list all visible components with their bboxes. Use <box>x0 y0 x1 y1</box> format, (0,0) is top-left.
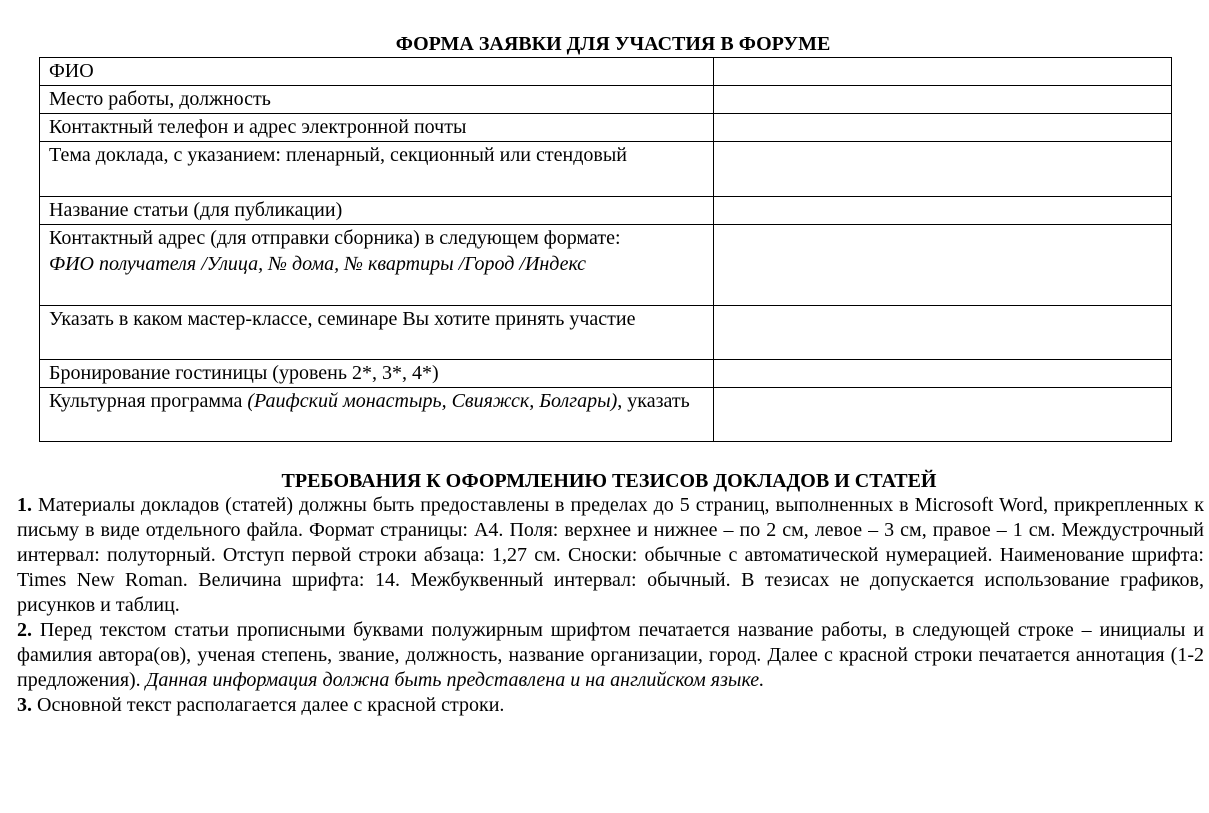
table-row <box>40 197 1172 225</box>
requirement-item <box>17 493 1204 618</box>
cultural-program-label-text: Культурная программа <box>49 390 248 412</box>
cultural-program-label-tail: , указать <box>617 390 690 412</box>
requirements-list <box>17 493 1204 718</box>
field-value-article-title[interactable] <box>714 197 1172 225</box>
field-value-mailing-address[interactable] <box>714 225 1172 306</box>
field-label-cultural-program <box>40 388 714 442</box>
field-label-article-title: Название статьи (для публикации) <box>40 197 714 225</box>
table-row <box>40 86 1172 114</box>
field-label-mailing-address <box>40 225 714 306</box>
requirements-title: ТРЕБОВАНИЯ К ОФОРМЛЕНИЮ ТЕЗИСОВ ДОКЛАДОВ И СТАТЕЙ <box>281 470 937 492</box>
table-row <box>40 114 1172 142</box>
cultural-program-options: (Раифский монастырь, Свияжск, Болгары) <box>247 390 618 412</box>
field-value-workplace[interactable] <box>714 86 1172 114</box>
table-row <box>40 58 1172 86</box>
field-value-fio[interactable] <box>714 58 1172 86</box>
field-value-hotel[interactable] <box>714 360 1172 388</box>
field-label-fio: ФИО <box>40 58 714 86</box>
requirement-number: 1. <box>17 494 32 516</box>
field-value-report-topic[interactable] <box>714 142 1172 197</box>
field-value-cultural-program[interactable] <box>714 388 1172 442</box>
requirement-note: Данная информация должна быть представлена и на английском языке. <box>145 669 765 691</box>
requirement-number: 2. <box>17 619 32 641</box>
field-label-contacts: Контактный телефон и адрес электронной почты <box>40 114 714 142</box>
field-value-master-class[interactable] <box>714 306 1172 360</box>
table-row <box>40 360 1172 388</box>
table-row <box>40 388 1172 442</box>
form-title: ФОРМА ЗАЯВКИ ДЛЯ УЧАСТИЯ В ФОРУМЕ <box>395 33 831 55</box>
field-label-hotel: Бронирование гостиницы (уровень 2*, 3*, 4*) <box>40 360 714 388</box>
field-value-contacts[interactable] <box>714 114 1172 142</box>
requirement-item <box>17 693 1204 718</box>
requirement-text: Основной текст располагается далее с красной строки. <box>32 694 505 716</box>
application-form-table <box>39 57 1172 442</box>
requirement-item <box>17 618 1204 693</box>
field-label-workplace: Место работы, должность <box>40 86 714 114</box>
field-label-report-topic: Тема доклада, с указанием: пленарный, секционный или стендовый <box>40 142 714 197</box>
mailing-address-label-text: Контактный адрес (для отправки сборника) в следующем формате: <box>49 227 621 249</box>
field-label-master-class: Указать в каком мастер-классе, семинаре Вы хотите принять участие <box>40 306 714 360</box>
table-row <box>40 306 1172 360</box>
table-row <box>40 142 1172 197</box>
mailing-address-format: ФИО получателя /Улица, № дома, № квартиры /Город /Индекс <box>49 253 587 275</box>
requirement-text: Материалы докладов (статей) должны быть предоставлены в пределах до 5 страниц, выполненных в Microsoft Word, прикрепленных к письму в виде отдельного файла. Формат страницы: А4. Поля: верхнее и нижнее – по 2 см, левое – 3 см, правое – 1 см. Междустрочный интервал: полуторный. Отступ первой строки абзаца: 1,27 см. Сноски: обычные с автоматической нумерацией. Наименование шрифта: Times New Roman. Величина шрифта: 14. Межбуквенный интервал: обычный. В тезисах не допускается использование графиков, рисунков и таблиц. <box>17 494 1204 616</box>
table-row <box>40 225 1172 306</box>
requirement-number: 3. <box>17 694 32 716</box>
requirement-text: Перед текстом статьи прописными буквами полужирным шрифтом печатается название работы, в следующей строке – инициалы и фамилия автора(ов), ученая степень, звание, должность, название организации, город. Далее с красной строки печатается аннотация (1-2 предложения). <box>17 619 1204 691</box>
